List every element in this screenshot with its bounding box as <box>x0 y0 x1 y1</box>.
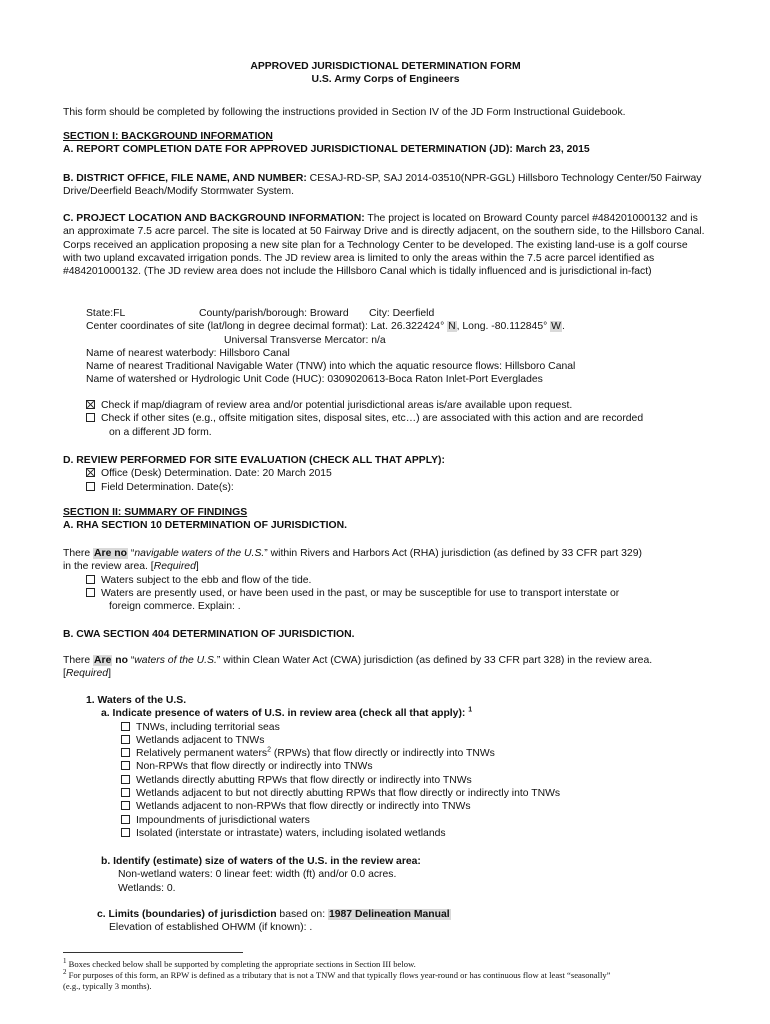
unchecked-checkbox[interactable] <box>121 801 130 810</box>
review-performed-heading: D. REVIEW PERFORMED FOR SITE EVALUATION (CHECK ALL THAT APPLY): <box>63 455 445 466</box>
section1-header <box>63 130 708 157</box>
footnote-1-num: 1 <box>63 957 67 966</box>
list-item-label: Isolated (interstate or intrastate) waters, including isolated wetlands <box>136 827 446 839</box>
cwa-statement <box>63 654 708 681</box>
list-item <box>121 760 706 773</box>
list-item-label: Relatively permanent waters <box>136 748 268 760</box>
water-type-list <box>86 721 706 841</box>
map-available-check <box>86 399 706 412</box>
list-item <box>121 787 706 800</box>
checked-checkbox[interactable] <box>86 400 95 409</box>
commerce-check <box>63 587 708 600</box>
checked-checkbox[interactable] <box>86 468 95 477</box>
delineation-manual-selection[interactable]: 1987 Delineation Manual <box>328 909 450 920</box>
form-title-line1: APPROVED JURISDICTIONAL DETERMINATION FORM <box>250 61 521 72</box>
instruction-text: This form should be completed by following the instructions provided in Section IV of the JD Form Instructional Guidebook. <box>63 107 626 118</box>
wetlands-size: Wetlands: 0. <box>118 882 176 894</box>
unchecked-checkbox[interactable] <box>121 828 130 837</box>
unchecked-checkbox[interactable] <box>121 748 130 757</box>
unchecked-checkbox[interactable] <box>86 575 95 584</box>
cwa-heading: B. CWA SECTION 404 DETERMINATION OF JURISDICTION. <box>63 629 355 640</box>
cwa-quote: “ <box>130 655 135 666</box>
nearest-waterbody: Name of nearest waterbody: Hillsboro Canal <box>86 347 290 359</box>
unchecked-checkbox[interactable] <box>121 775 130 784</box>
review-performed <box>63 454 708 494</box>
rha-statement <box>63 547 708 613</box>
non-wetland-waters: Non-wetland waters: 0 linear feet: width (ft) and/or 0.0 acres. <box>118 869 397 881</box>
field-determination-check <box>63 481 708 494</box>
section2-heading: SECTION II: SUMMARY OF FINDINGS <box>63 507 248 518</box>
indicate-presence-heading <box>86 707 706 720</box>
cwa-req-close: ] <box>108 668 111 680</box>
footnote-2 <box>63 970 713 981</box>
project-location-label: C. PROJECT LOCATION AND BACKGROUND INFORMATION: <box>63 213 365 224</box>
coords-prefix: Center coordinates of site (lat/long in degree decimal format): Lat. 26.322424° <box>86 321 448 333</box>
unchecked-checkbox[interactable] <box>86 413 95 422</box>
footnote-2-cont: (e.g., typically 3 months). <box>63 981 152 991</box>
tide-label: Waters subject to the ebb and flow of the tide. <box>101 574 312 586</box>
footnote-1-text: Boxes checked below shall be supported by completing the appropriate sections in Section III below. <box>66 959 416 969</box>
other-sites-label-cont: on a different JD form. <box>109 426 212 438</box>
center-coordinates <box>86 320 706 333</box>
coords-w: W <box>551 321 561 333</box>
utm-field: Universal Transverse Mercator: n/a <box>224 334 386 346</box>
district-office-label: B. DISTRICT OFFICE, FILE NAME, AND NUMBER: <box>63 173 307 184</box>
rha-line1 <box>63 547 708 560</box>
cwa-req: Required <box>65 668 109 680</box>
list-item-label: TNWs, including territorial seas <box>136 721 280 733</box>
list-item <box>121 721 706 734</box>
cwa-there: There <box>63 655 94 666</box>
unchecked-checkbox[interactable] <box>121 761 130 770</box>
waters-us <box>86 694 706 840</box>
office-determination-check <box>63 467 708 480</box>
coords-mid: , Long. -80.112845° <box>456 321 551 333</box>
map-available-label: Check if map/diagram of review area and/or potential jurisdictional areas is/are available upon request. <box>101 400 573 411</box>
cwa-no: no <box>112 655 131 666</box>
limits-jurisdiction <box>97 908 697 935</box>
cwa-required <box>63 667 708 680</box>
map-checks <box>86 399 706 439</box>
footnote-ref-1: 1 <box>468 706 473 714</box>
footnote-ref-2: 2 <box>267 746 272 754</box>
rha-there: There <box>63 548 94 559</box>
other-sites-check <box>86 412 706 425</box>
rha-required: Required <box>153 561 196 573</box>
cwa-rest: ” within Clean Water Act (CWA) jurisdiction (as defined by 33 CFR part 328) in the review area. <box>216 655 653 666</box>
state-field: State:FL <box>86 308 126 319</box>
list-item <box>121 747 706 760</box>
unchecked-checkbox[interactable] <box>121 735 130 744</box>
footnote-divider <box>63 952 243 953</box>
report-completion-date: A. REPORT COMPLETION DATE FOR APPROVED JURISDICTIONAL DETERMINATION (JD): March 23, 2015 <box>63 144 590 156</box>
district-office-paragraph <box>63 172 708 199</box>
site-location-row <box>86 307 706 320</box>
list-item <box>121 800 706 813</box>
rha-navigable-waters: navigable waters of the U.S. <box>134 548 265 559</box>
size-estimate-heading: b. Identify (estimate) size of waters of the U.S. in the review area: <box>101 856 421 867</box>
project-location-text: The project is located on Broward County parcel #484201000132 and is an approximate 7.5 acre parcel. The site is located at 50 Fairway Drive and is directly adjacent, on the southern side, to the Hillsboro Canal. Corps received an application proposing a new site plan for a Technology Center to be developed. The existing land-use is a golf course with two upland excavated irrigation ponds. The JD review area is limited to only the areas within the 7.5 acre parcel identified as #484201000132. (The JD review area does not include the Hillsboro Canal which is tidally influenced and is jurisdictional in-fact) <box>63 213 705 278</box>
city-field: City: Deerfield <box>369 308 435 319</box>
list-item <box>121 814 706 827</box>
rha-line2 <box>63 560 708 573</box>
waters-us-heading: 1. Waters of the U.S. <box>86 695 187 706</box>
form-title <box>63 60 708 87</box>
unchecked-checkbox[interactable] <box>86 588 95 597</box>
commerce-explain[interactable]: foreign commerce. Explain: . <box>109 601 241 613</box>
rha-line2-text: in the review area. [ <box>63 561 154 573</box>
rha-quote: “ <box>127 548 135 559</box>
cwa-line1 <box>63 654 708 667</box>
field-determination-label: Field Determination. Date(s): <box>101 481 234 493</box>
coords-n: N <box>448 321 456 333</box>
site-details <box>86 307 706 387</box>
rha-heading: A. RHA SECTION 10 DETERMINATION OF JURISDICTION. <box>63 520 348 532</box>
cwa-req-open: [ <box>63 668 66 680</box>
cwa-waters: waters of the U.S. <box>134 655 217 666</box>
cwa-are-selection[interactable]: Are <box>94 655 112 666</box>
rha-rest: ” within Rivers and Harbors Act (RHA) jurisdiction (as defined by 33 CFR part 329) <box>264 548 642 559</box>
unchecked-checkbox[interactable] <box>121 815 130 824</box>
limits-line <box>97 908 697 921</box>
list-item-label-rest: (RPWs) that flow directly or indirectly into TNWs <box>271 748 495 760</box>
rha-are-no-selection[interactable]: Are no <box>94 548 127 559</box>
list-item-label: Wetlands adjacent to but not directly abutting RPWs that flow directly or indirectly into TNWs <box>136 788 561 800</box>
watershed-huc: Name of watershed or Hydrologic Unit Code (HUC): 0309020613-Boca Raton Inlet-Port Everglades <box>86 374 543 386</box>
list-item-label: Non-RPWs that flow directly or indirectly into TNWs <box>136 761 373 773</box>
unchecked-checkbox[interactable] <box>86 482 95 491</box>
nearest-tnw: Name of nearest Traditional Navigable Water (TNW) into which the aquatic resource flows: Hillsboro Canal <box>86 361 576 373</box>
footnote-1 <box>63 959 713 970</box>
office-determination-label: Office (Desk) Determination. Date: 20 March 2015 <box>101 468 332 480</box>
unchecked-checkbox[interactable] <box>121 788 130 797</box>
size-estimate <box>101 855 701 895</box>
section1-heading: SECTION I: BACKGROUND INFORMATION <box>63 131 273 142</box>
list-item-label: Wetlands adjacent to non-RPWs that flow directly or indirectly into TNWs <box>136 801 471 813</box>
list-item-label: Wetlands adjacent to TNWs <box>136 734 265 746</box>
footnotes <box>63 959 713 992</box>
project-location-paragraph <box>63 212 708 278</box>
indicate-presence-text: a. Indicate presence of waters of U.S. in review area (check all that apply): <box>101 708 466 720</box>
list-item <box>121 827 706 840</box>
footnote-2-num: 2 <box>63 968 67 977</box>
rha-close: ] <box>195 561 199 573</box>
ohwm-elevation[interactable]: Elevation of established OHWM (if known): . <box>109 922 313 934</box>
section2-header <box>63 506 708 533</box>
unchecked-checkbox[interactable] <box>121 722 130 731</box>
limits-label: c. Limits (boundaries) of jurisdiction <box>97 909 277 920</box>
other-sites-label: Check if other sites (e.g., offsite mitigation sites, disposal sites, etc…) are associated with this action and are recorded <box>101 413 644 425</box>
district-office-text: CESAJ-RD-SP, SAJ 2014-03510(NPR-GGL) Hillsboro Technology Center/50 Fairway Drive/Deerfield Beach/Modify Stormwater System. <box>63 173 702 198</box>
list-item-label: Impoundments of jurisdictional waters <box>136 814 310 826</box>
form-title-line2: U.S. Army Corps of Engineers <box>311 74 460 86</box>
limits-mid: based on: <box>276 909 328 920</box>
footnote-2-text: For purposes of this form, an RPW is defined as a tributary that is not a TNW and that typically flows year-round or has continuous flow at least “seasonally” <box>66 970 611 980</box>
list-item <box>121 734 706 747</box>
list-item <box>121 774 706 787</box>
commerce-label: Waters are presently used, or have been used in the past, or may be susceptible for use to transport interstate or <box>101 587 620 599</box>
list-item-label: Wetlands directly abutting RPWs that flow directly or indirectly into TNWs <box>136 774 472 786</box>
county-field: County/parish/borough: Broward <box>199 308 349 319</box>
tide-check <box>63 574 708 587</box>
coords-end: . <box>561 321 565 333</box>
